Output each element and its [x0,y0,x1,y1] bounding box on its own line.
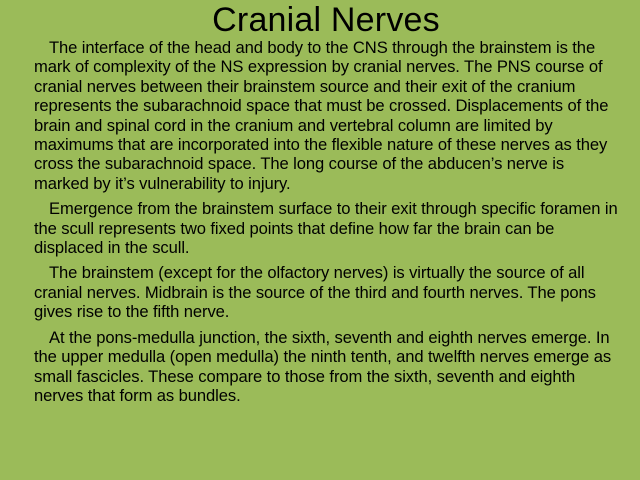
slide-title: Cranial Nerves [212,1,440,39]
paragraph-brainstem-source: The brainstem (except for the olfactory nerves) is virtually the source of all cranial nerves. Midbrain is the source of the third and fourth nerves. The pons gives rise to the fifth nerve. [34,263,596,322]
paragraph-pons-medulla: At the pons-medulla junction, the sixth, seventh and eighth nerves emerge. In the upper medulla (open medulla) the ninth tenth, and twelfth nerves emerge as small fascicles. These compare to those from the sixth, seventh and eighth nerves that form as bundles. [34,327,612,405]
paragraph-emergence: Emergence from the brainstem surface to their exit through specific foramen in the scull represents two fixed points that define how far the brain can be displaced in the scull. [34,199,618,258]
paragraph-interface: The interface of the head and body to the CNS through the brainstem is the mark of complexity of the NS expression by cranial nerves. The PNS course of cranial nerves between their brainstem source and their exit of the cranium represents the subarachnoid space that must be crossed. Displacements of the brain and spinal cord in the cranium and vertebral column are limited by maximums that are incorporated into the flexible nature of these nerves as they cross the subarachnoid space. The long course of the abducen’s nerve is marked by it’s vulnerability to injury. [34,38,609,193]
